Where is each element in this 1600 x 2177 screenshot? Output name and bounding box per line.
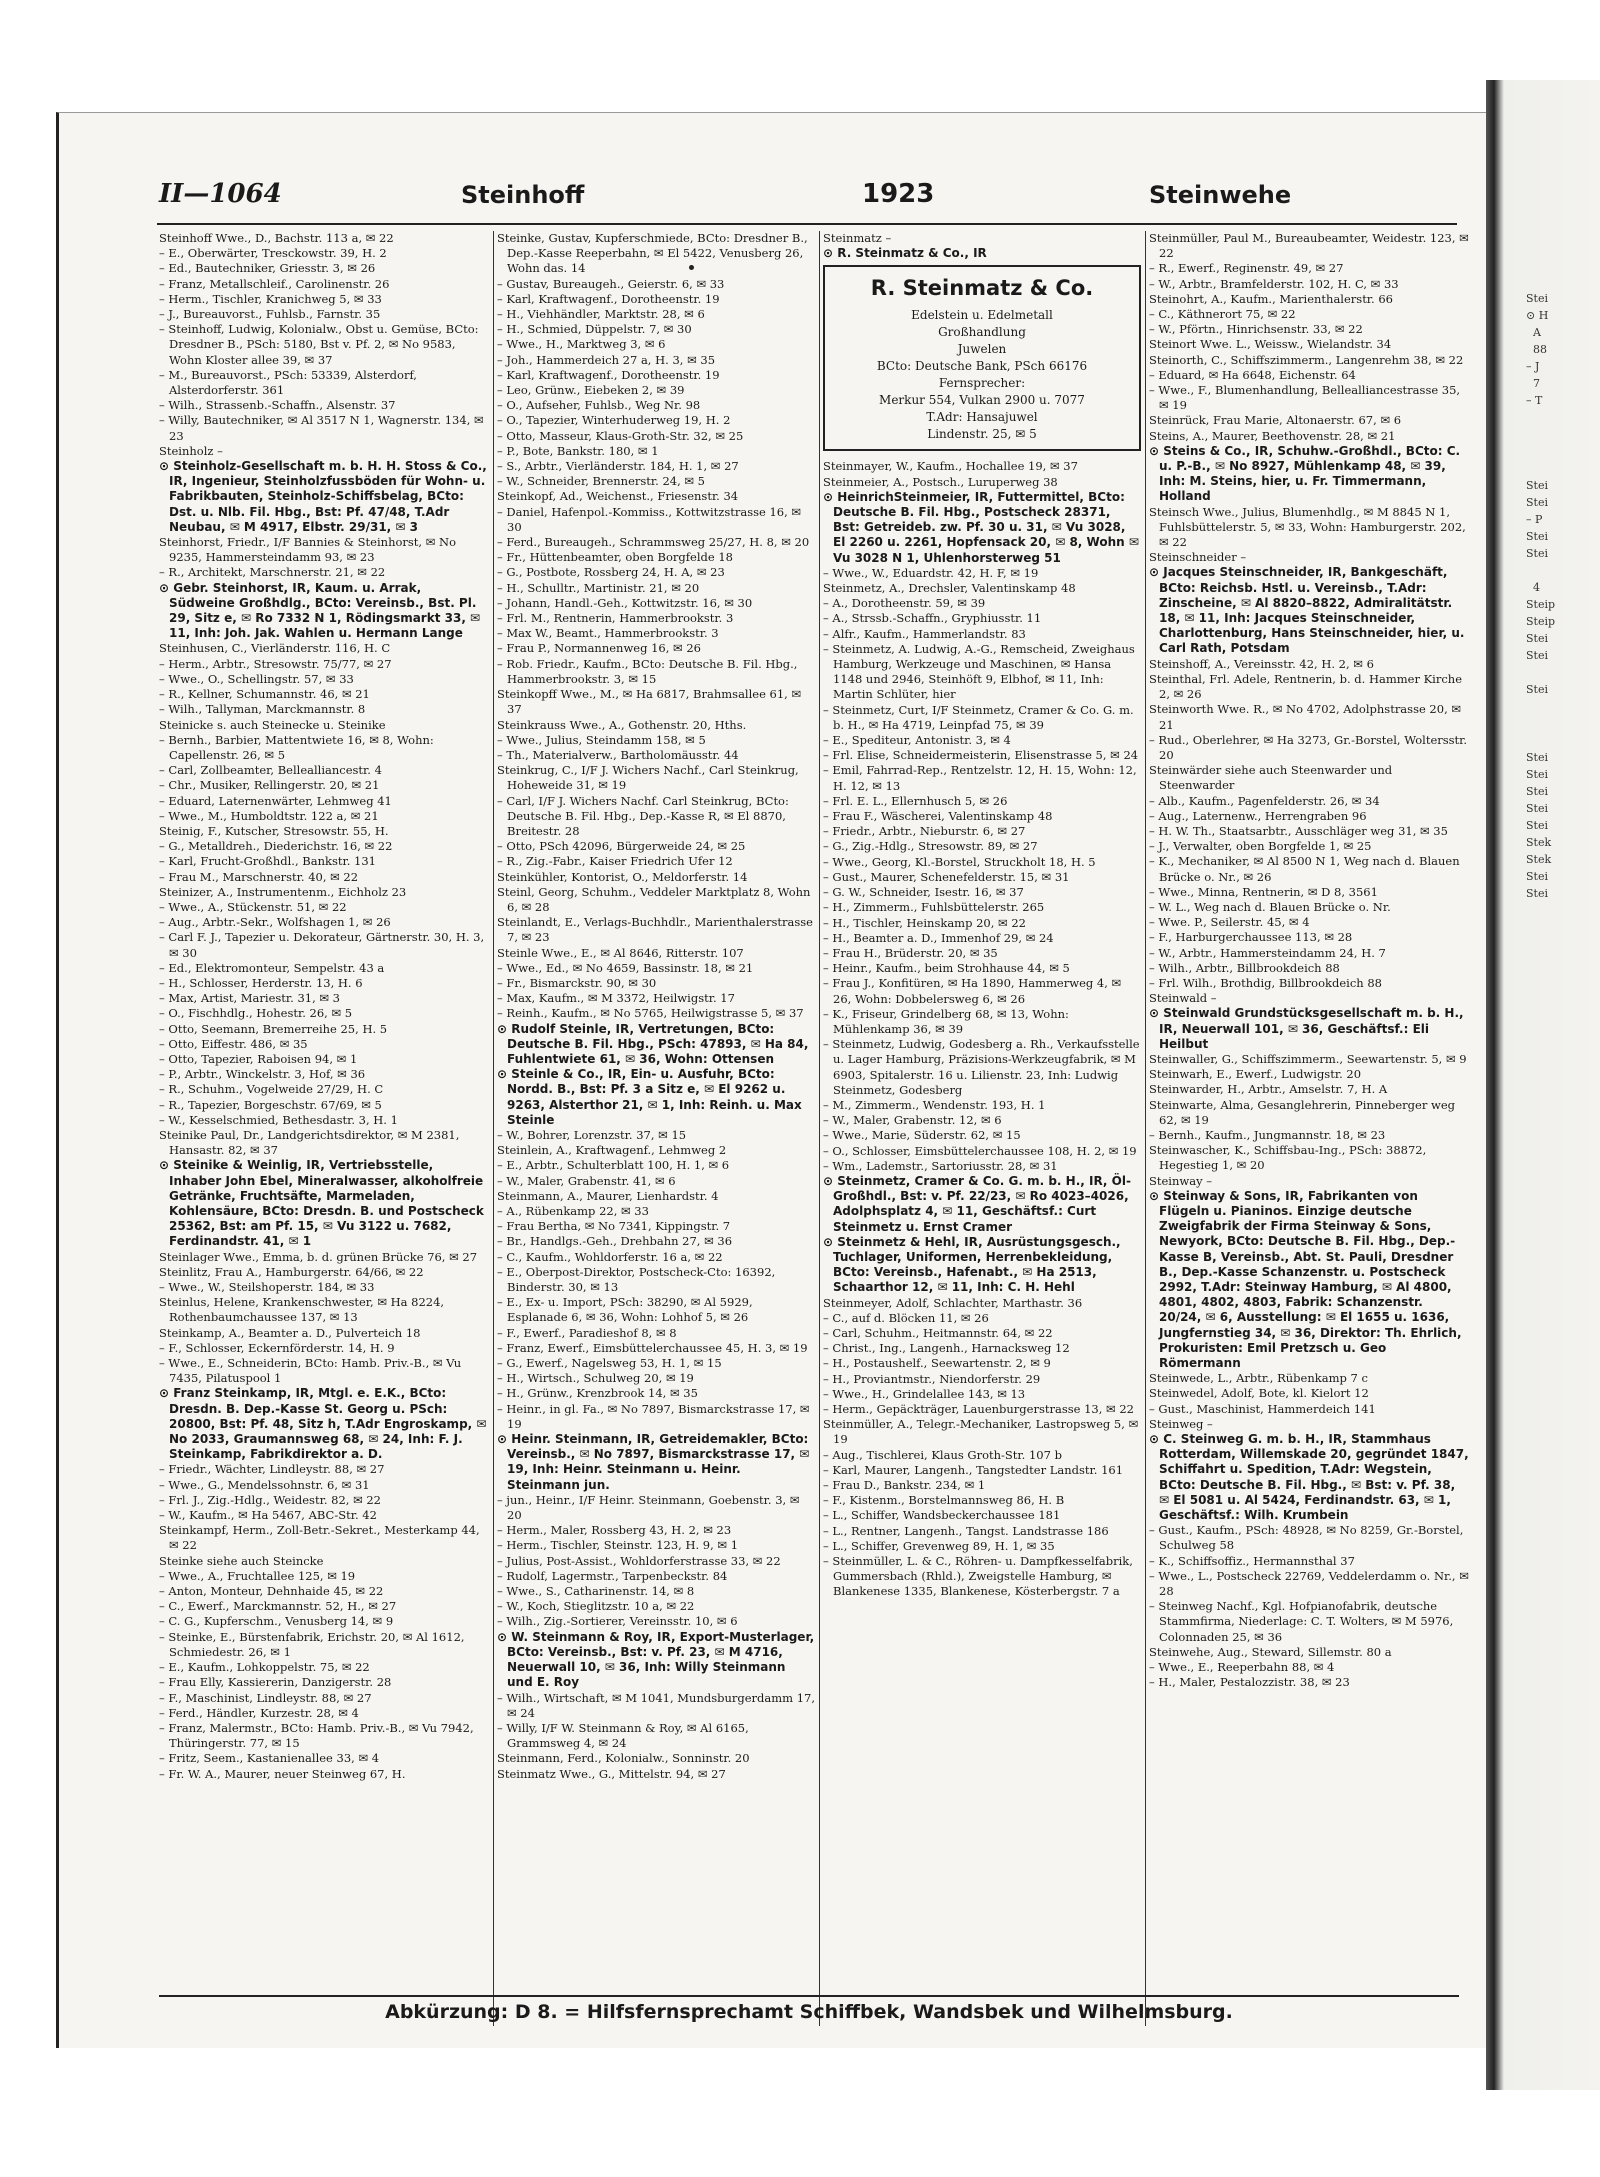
directory-entry: Steinholz – [159, 443, 223, 458]
directory-entry: – H., Postaushelf., Seewartenstr. 2, ✉ 9 [823, 1356, 1051, 1371]
ad-line: T.Adr: Hansajuwel [926, 410, 1038, 425]
directory-entry: – O., Schlosser, Eimsbüttelerchaussee 108, H. 2, ✉ 19 [823, 1143, 1137, 1158]
directory-entry: – Frau P., Normannenweg 16, ✉ 26 [497, 641, 701, 656]
directory-entry: ⊙ Steinway & Sons, IR, Fabrikanten von Flügeln u. Pianinos. Einzige deutsche Zweigfabrik der Firma Steinway & Sons, Newyork, BCto: Deutsche B. Fil. Hbg., Dep.-Kasse B, Vereinsb., Abt. St. Pauli, Dresdner B., Dep.-Kasse Schanzenstr. u. Postscheck 2992, T.Adr: Steinway Hamburg, ✉ Al 4800, 4801, 4802, 4803, Fabrik: Schanzenstr. 20/24, ✉ 6, Ausstellung: ✉ El 1655 u. 1636, Jungfernstieg 34, ✉ 36, Direktor: Th. Ehrlich, Prokuristen: Emil Pretzsch u. Geo Römermann [1149, 1188, 1462, 1371]
directory-entry: – K., Friseur, Grindelberg 68, ✉ 13, Wohn: Mühlenkamp 36, ✉ 39 [823, 1006, 1069, 1036]
range-start-name: Steinhoff [461, 181, 585, 209]
directory-entry: – R., Architekt, Marschnerstr. 21, ✉ 22 [159, 565, 386, 580]
directory-entry: – Max, Artist, Mariestr. 31, ✉ 3 [159, 991, 341, 1006]
directory-entry: ⊙ Rudolf Steinle, IR, Vertretungen, BCto: Deutsche B. Fil. Hbg., PSch: 47893, ✉ Ha 84, Fuhlentwiete 61, ✉ 36, Wohn: Ottensen [497, 1021, 809, 1066]
directory-entry: – Wilh., Arbtr., Billbrookdeich 88 [1149, 960, 1340, 975]
facing-page-edge [1486, 80, 1600, 2090]
directory-entry: Steinmatz Wwe., G., Mittelstr. 94, ✉ 27 [497, 1766, 726, 1781]
directory-entry: – Frau Elly, Kassiererin, Danzigerstr. 28 [159, 1675, 392, 1690]
directory-entry: – Otto, Eiffestr. 486, ✉ 35 [159, 1036, 308, 1051]
directory-entry: Steinmatz – [823, 231, 892, 245]
directory-entry: – Carl, Zollbeamter, Bellealliancestr. 4 [159, 763, 382, 778]
ad-line: Großhandlung [938, 325, 1026, 340]
directory-entry: ⊙ R. Steinmatz & Co., IR [823, 246, 987, 261]
ad-line: Fernsprecher: [938, 376, 1026, 391]
abbreviation-footer: Abkürzung: D 8. = Hilfsfernsprechamt Schiffbek, Wandsbek und Wilhelmsburg. [159, 1995, 1459, 2027]
directory-entry: ⊙ Steinmetz, Cramer & Co. G. m. b. H., IR, Öl-Großhdl., Bst: v. Pf. 22/23, ✉ Ro 4023–4026, Adolphsplatz 4, ✉ 11, Geschäftsf.: Curt Steinmetz u. Ernst Cramer [823, 1173, 1131, 1234]
directory-entry: Steinwehe, Aug., Steward, Sillemstr. 80 a [1149, 1644, 1392, 1659]
directory-entry: – W. L., Weg nach d. Blauen Brücke o. Nr. [1149, 899, 1391, 914]
directory-entry: – Reinh., Kaufm., ✉ No 5765, Heilwigstrasse 5, ✉ 37 [497, 1006, 804, 1021]
directory-entry: – Wwe., O., Schellingstr. 57, ✉ 33 [159, 671, 354, 686]
directory-entry: – Wwe., Marie, Süderstr. 62, ✉ 15 [823, 1128, 1021, 1143]
directory-entry: – Anton, Monteur, Dehnhaide 45, ✉ 22 [159, 1584, 384, 1599]
directory-entry: – Steinweg Nachf., Kgl. Hofpianofabrik, deutsche Stammfirma, Niederlage: C. T. Wolters, ✉ M 5976, Colonnaden 25, ✉ 36 [1149, 1599, 1454, 1644]
directory-entry: – Frl. J., Zig.-Hdlg., Weidestr. 82, ✉ 22 [159, 1492, 381, 1507]
directory-entry: ⊙ Steinle & Co., IR, Ein- u. Ausfuhr, BCto: Nordd. B., Bst: Pf. 3 a Sitz e, ✉ El 9262 u. 9263, Alsterthor 21, ✉ 1, Inh: Reinh. u. Max Steinle [497, 1067, 802, 1127]
directory-entry: – Steinhoff, Ludwig, Kolonialw., Obst u. Gemüse, BCto: Dresdner B., PSch: 5180, Bst v. Pf. 2, ✉ No 9583, Wohn Kloster allee 39, ✉ 37 [159, 322, 479, 367]
directory-entry: – Bernh., Barbier, Mattentwiete 16, ✉ 8, Wohn: Capellenstr. 26, ✉ 5 [159, 732, 434, 762]
directory-entry: ⊙ C. Steinweg G. m. b. H., IR, Stammhaus Rotterdam, Willemskade 20, gegründet 1847, Schiffahrt u. Spedition, T.Adr: Wegstein, BCto: Deutsche B. Fil. Hbg., ✉ Bst: v. Pf. 38, ✉ El 5081 u. Al 5424, Ferdinandstr. 63, ✉ 1, Geschäftsf.: Wilh. Krumbein [1149, 1432, 1469, 1523]
directory-entry: Steinwarte, Alma, Gesanglehrerin, Pinneberger weg 62, ✉ 19 [1149, 1097, 1456, 1127]
directory-entry: – Franz, Malermstr., BCto: Hamb. Priv.-B., ✉ Vu 7942, Thüringerstr. 77, ✉ 15 [159, 1720, 474, 1751]
directory-entry: – S., Arbtr., Vierländerstr. 184, H. 1, ✉ 27 [497, 459, 739, 474]
directory-entry: – Herm., Maler, Rossberg 43, H. 2, ✉ 23 [497, 1523, 732, 1538]
directory-entry: – Fr., Hüttenbeamter, oben Borgfelde 18 [497, 550, 733, 565]
directory-entry: – J., Verwalter, oben Borgfelde 1, ✉ 25 [1149, 839, 1372, 854]
directory-entry: – R., Ewerf., Reginenstr. 49, ✉ 27 [1149, 261, 1344, 276]
directory-entry: – Otto, PSch 42096, Bürgerweide 24, ✉ 25 [497, 839, 746, 854]
directory-entry: – Wwe., A., Stückenstr. 51, ✉ 22 [159, 899, 347, 914]
directory-entry: – Br., Handlgs.-Geh., Drehbahn 27, ✉ 36 [497, 1234, 733, 1249]
directory-entry: – Wwe., F., Blumenhandlung, Bellealliancestrasse 35, ✉ 19 [1149, 383, 1461, 413]
directory-entry: – H., Grünw., Krenzbrook 14, ✉ 35 [497, 1386, 698, 1401]
directory-entry: – Alb., Kaufm., Pagenfelderstr. 26, ✉ 34 [1149, 793, 1380, 808]
ad-line: BCto: Deutsche Bank, PSch 66176 [876, 359, 1088, 374]
directory-entry: – H., Tischler, Heinskamp 20, ✉ 22 [823, 915, 1026, 930]
directory-entry: Steinkopf, Ad., Weichenst., Friesenstr. 34 [497, 489, 739, 504]
directory-entry: Steinicke s. auch Steinecke u. Steinike [159, 717, 386, 732]
directory-entry: – Herm., Tischler, Steinstr. 123, H. 9, ✉ 1 [497, 1538, 739, 1553]
directory-entry: – Willy, I/F W. Steinmann & Roy, ✉ Al 6165, Grammsweg 4, ✉ 24 [497, 1720, 749, 1751]
directory-entry: – Chr., Musiker, Rellingerstr. 20, ✉ 21 [159, 778, 380, 793]
column-divider [819, 231, 820, 2026]
ad-line: Merkur 554, Vulkan 2900 u. 7077 [879, 393, 1085, 408]
directory-entry: Steinshoff, A., Vereinsstr. 42, H. 2, ✉ 6 [1149, 656, 1374, 671]
directory-entry: Steinwald – [1149, 991, 1217, 1006]
directory-entry: Steinwede, L., Arbtr., Rübenkamp 7 c [1149, 1371, 1368, 1386]
directory-entry: – Wwe., E., Reeperbahn 88, ✉ 4 [1149, 1660, 1335, 1675]
directory-entry: ⊙ Heinr. Steinmann, IR, Getreidemakler, BCto: Vereinsb., ✉ No 7897, Bismarckstrasse 17, ✉ 19, Inh: Heinr. Steinmann u. Heinr. Steinmann jun. [497, 1432, 810, 1492]
directory-entry: – Frl. M., Rentnerin, Hammerbrookstr. 3 [497, 611, 734, 626]
directory-entry: Steinwedel, Adolf, Bote, kl. Kielort 12 [1149, 1386, 1369, 1401]
directory-entry: – Gust., Maurer, Schenefelderstr. 15, ✉ 31 [823, 869, 1070, 884]
directory-entry: – Steinmetz, A. Ludwig, A.-G., Remscheid, Zweighaus Hamburg, Werkzeuge und Maschinen, ✉ Hansa 1148 und 2946, Steinhöft 9, Elbhof, ✉ 11, Inh: Martin Schlüter, hier [823, 641, 1135, 702]
directory-entry: – Bernh., Kaufm., Jungmannstr. 18, ✉ 23 [1149, 1127, 1386, 1142]
column-3-head [823, 231, 1141, 261]
directory-entry: – Carl, Schuhm., Heitmannstr. 64, ✉ 22 [823, 1325, 1053, 1340]
directory-entry: – A., Strssb.-Schaffn., Gryphiusstr. 11 [823, 611, 1042, 626]
directory-entry: Steinwaller, G., Schiffszimmerm., Seewartenstr. 5, ✉ 9 [1149, 1051, 1467, 1066]
directory-entry: – Otto, Masseur, Klaus-Groth-Str. 32, ✉ 25 [497, 428, 744, 443]
ad-line: Lindenstr. 25, ✉ 5 [927, 427, 1037, 442]
directory-entry: ⊙ Franz Steinkamp, IR, Mtgl. e. E.K., BCto: Dresdn. B. Dep.-Kasse St. Georg u. PSch: 20800, Bst: Pf. 48, Sitz h, T.Adr Engroskamp, ✉ No 2033, Graumannsweg 68, ✉ 24, Inh: F. J. Steinkamp, Fabrikdirektor a. D. [159, 1386, 487, 1462]
directory-entry: – Emil, Fahrrad-Rep., Rentzelstr. 12, H. 15, Wohn: 12, H. 12, ✉ 13 [823, 763, 1137, 793]
directory-entry: – Wwe., Georg, Kl.-Borstel, Struckholt 18, H. 5 [823, 854, 1096, 869]
directory-entry: – Wilh., Wirtschaft, ✉ M 1041, Mundsburgerdamm 17, ✉ 24 [497, 1690, 815, 1720]
directory-entry: Steinkopff Wwe., M., ✉ Ha 6817, Brahmsallee 61, ✉ 37 [497, 687, 802, 717]
directory-entry: – J., Bureauvorst., Fuhlsb., Farnstr. 35 [159, 307, 381, 322]
directory-entry: Steinle Wwe., E., ✉ Al 8646, Ritterstr. 107 [497, 945, 744, 960]
directory-entry: Steinke, Gustav, Kupferschmiede, BCto: Dresdner B., Dep.-Kasse Reeperbahn, ✉ El 5422, Venusberg 26, Wohn das. 14 [497, 231, 808, 276]
directory-entry: – Ferd., Bureaugeh., Schrammsweg 25/27, H. 8, ✉ 20 [497, 535, 810, 550]
directory-entry: Steinhoff Wwe., D., Bachstr. 113 a, ✉ 22 [159, 231, 394, 245]
directory-entry: – Max W., Beamt., Hammerbrookstr. 3 [497, 626, 719, 641]
column-4 [1149, 231, 1469, 2031]
directory-entry: Steinwascher, K., Schiffsbau-Ing., PSch: 38872, Hegestieg 1, ✉ 20 [1149, 1143, 1427, 1173]
directory-entry: – H., Proviantmstr., Niendorferstr. 29 [823, 1371, 1041, 1386]
ad-lines [833, 307, 1131, 443]
directory-entry: – E., Ex- u. Import, PSch: 38290, ✉ Al 5929, Esplanade 6, ✉ 36, Wohn: Lohhof 5, ✉ 26 [497, 1295, 753, 1325]
directory-entry: – Eduard, Laternenwärter, Lehmweg 41 [159, 793, 392, 808]
directory-entry: – Frau F., Wäscherei, Valentinskamp 48 [823, 809, 1053, 824]
directory-entry: – Steinmüller, L. & C., Röhren- u. Dampfkesselfabrik, Gummersbach (Rhld.), Zweigstelle Hamburg, ✉ Blankenese 1335, Blankenese, Kösterbergstr. 7 a [823, 1554, 1133, 1599]
directory-entry: – R., Zig.-Fabr., Kaiser Friedrich Ufer 12 [497, 854, 733, 869]
directory-entry: – Frau M., Marschnerstr. 40, ✉ 22 [159, 869, 359, 884]
directory-entry: – O., Aufseher, Fuhlsb., Weg Nr. 98 [497, 398, 701, 413]
directory-entry: – H., Wirtsch., Schulweg 20, ✉ 19 [497, 1371, 694, 1386]
directory-entry: – Steinmetz, Ludwig, Godesberg a. Rh., Verkaufsstelle u. Lager Hamburg, Präzisions-Werkzeugfabrik, ✉ M 6903, Spitalerstr. 16 u. Lilienstr. 23, Inh: Ludwig Steinmetz, Godesberg [823, 1037, 1140, 1097]
directory-entry: – Max, Kaufm., ✉ M 3372, Heilwigstr. 17 [497, 991, 735, 1006]
directory-entry: – H., Schulltr., Martinistr. 21, ✉ 20 [497, 580, 700, 595]
directory-entry: – E., Kaufm., Lohkoppelstr. 75, ✉ 22 [159, 1660, 370, 1675]
directory-entry: Steinwärder siehe auch Steenwarder und Steenwarder [1149, 763, 1393, 793]
directory-entry: – Wwe., Minna, Rentnerin, ✉ D 8, 3561 [1149, 884, 1378, 899]
directory-entry: – G., Postbote, Rossberg 24, H. A, ✉ 23 [497, 565, 725, 580]
directory-entry: – Wwe., M., Humboldtstr. 122 a, ✉ 21 [159, 808, 379, 823]
directory-entry: – C. G., Kupferschm., Venusberg 14, ✉ 9 [159, 1614, 394, 1629]
directory-entry: – Wwe., H., Grindelallee 143, ✉ 13 [823, 1386, 1026, 1401]
directory-entry: – W., Schneider, Brennerstr. 24, ✉ 5 [497, 474, 705, 489]
directory-entry: ⊙ W. Steinmann & Roy, IR, Export-Musterlager, BCto: Vereinsb., Bst: v. Pf. 23, ✉ M 4716, Neuerwall 10, ✉ 36, Inh: Willy Steinmann und E. Roy [497, 1629, 815, 1690]
directory-entry: – Eduard, ✉ Ha 6648, Eichenstr. 64 [1149, 367, 1356, 382]
directory-entry: – Karl, Kraftwagenf., Dorotheenstr. 19 [497, 291, 720, 306]
directory-entry: ⊙ Jacques Steinschneider, IR, Bankgeschäft, BCto: Reichsb. Hstl. u. Vereinsb., T.Adr: Zinscheine, ✉ Al 8820–8822, Admiralitätstr. 18, ✉ 11, Inh: Jacques Steinschneider, Charlottenburg, Hans Steinschneider, hier, u. Carl Rath, Potsdam [1149, 565, 1465, 656]
directory-entry: – Wwe. P., Seilerstr. 45, ✉ 4 [1149, 915, 1310, 930]
directory-entry: – Daniel, Hafenpol.-Kommiss., Kottwitzstrasse 16, ✉ 30 [497, 504, 802, 534]
range-end-name: Steinwehe [1149, 181, 1292, 209]
directory-entry: – Aug., Tischlerei, Klaus Groth-Str. 107 b [823, 1447, 1062, 1462]
directory-entry: – Wwe., W., Eduardstr. 42, H. F, ✉ 19 [823, 565, 1039, 580]
directory-entry: – Frl. Elise, Schneidermeisterin, Elisenstrasse 5, ✉ 24 [823, 748, 1139, 763]
ad-title: R. Steinmatz & Co. [870, 276, 1094, 301]
directory-entry: Steinlein, A., Kraftwagenf., Lehmweg 2 [497, 1143, 727, 1158]
directory-entry: – Franz, Ewerf., Eimsbüttelerchaussee 45, H. 3, ✉ 19 [497, 1340, 808, 1355]
page-header [159, 179, 1449, 219]
directory-entry: – Wwe., A., Fruchtallee 125, ✉ 19 [159, 1568, 356, 1583]
directory-entry: – Carl, I/F J. Wichers Nachf. Carl Steinkrug, BCto: Deutsche B. Fil. Hbg., Dep.-Kasse R, ✉ El 8870, Breitestr. 28 [497, 793, 789, 838]
directory-entry: Steinthal, Frl. Adele, Rentnerin, b. d. Hammer Kirche 2, ✉ 26 [1149, 671, 1463, 702]
directory-entry: – Johann, Handl.-Geh., Kottwitzstr. 16, ✉ 30 [497, 595, 753, 610]
directory-entry: – Karl, Kraftwagenf., Dorotheenstr. 19 [497, 367, 720, 382]
directory-entry: – H., Beamter a. D., Immenhof 29, ✉ 24 [823, 930, 1054, 945]
directory-entry: – Wwe., H., Marktweg 3, ✉ 6 [497, 337, 666, 352]
ad-line: Juwelen [957, 342, 1007, 357]
directory-entry: – Herm., Tischler, Kranichweg 5, ✉ 33 [159, 291, 382, 306]
directory-entry: – Friedr., Arbtr., Nieburstr. 6, ✉ 27 [823, 824, 1026, 839]
directory-entry: – Karl, Maurer, Langenh., Tangstedter Landstr. 161 [823, 1462, 1124, 1477]
directory-entry: ⊙ Steinholz-Gesellschaft m. b. H. H. Stoss & Co., IR, Ingenieur, Steinholzfussböden für Wohn- u. Fabrikbauten, Steinholz-Schiffsbelag, BCto: Dst. u. Nlb. Fil. Hbg., Bst: Pf. 47/48, T.Adr Neubau, ✉ M 4917, Elbstr. 29/31, ✉ 3 [159, 459, 487, 534]
directory-entry: – K., Mechaniker, ✉ Al 8500 N 1, Weg nach d. Blauen Brücke o. Nr., ✉ 26 [1149, 854, 1460, 884]
directory-entry: – Gust., Kaufm., PSch: 48928, ✉ No 8259, Gr.-Borstel, Schulweg 58 [1149, 1523, 1464, 1553]
directory-entry: Steinmayer, W., Kaufm., Hochallee 19, ✉ 37 [823, 459, 1078, 474]
directory-entry: – Herm., Gepäckträger, Lauenburgerstrasse 13, ✉ 22 [823, 1402, 1134, 1416]
directory-entry: – Wm., Lademstr., Sartoriusstr. 28, ✉ 31 [823, 1158, 1058, 1173]
directory-entry: Steinmeyer, Adolf, Schlachter, Marthastr. 36 [823, 1295, 1083, 1310]
directory-entry: – W., Pförtn., Hinrichsenstr. 33, ✉ 22 [1149, 322, 1363, 337]
directory-entry: Steinhusen, C., Vierländerstr. 116, H. C [159, 641, 391, 656]
directory-entry: – C., Kaufm., Wohldorferstr. 16 a, ✉ 22 [497, 1249, 723, 1264]
directory-entry: Steins, A., Maurer, Beethovenstr. 28, ✉ 21 [1149, 428, 1396, 443]
directory-entry: – F., Maschinist, Lindleystr. 88, ✉ 27 [159, 1690, 372, 1705]
directory-entry: – Alfr., Kaufm., Hammerlandstr. 83 [823, 626, 1026, 641]
directory-entry: – O., Tapezier, Winterhuderweg 19, H. 2 [497, 413, 731, 428]
directory-entry: Steinmann, Ferd., Kolonialw., Sonninstr. 20 [497, 1751, 750, 1766]
directory-entry: Steinkampf, Herm., Zoll-Betr.-Sekret., Mesterkamp 44, ✉ 22 [159, 1523, 480, 1553]
directory-entry: Steinway – [1149, 1173, 1212, 1188]
directory-entry: – Gust., Maschinist, Hammerdeich 141 [1149, 1401, 1376, 1416]
directory-entry: – F., Kistenm., Borstelmannsweg 86, H. B [823, 1493, 1065, 1508]
directory-entry: Steinort Wwe. L., Weissw., Wielandstr. 34 [1149, 337, 1392, 352]
directory-entry: Steinweg – [1149, 1416, 1213, 1431]
directory-entry: – P., Arbtr., Winckelstr. 3, Hof, ✉ 36 [159, 1067, 366, 1082]
directory-entry: – Willy, Bautechniker, ✉ Al 3517 N 1, Wagnerstr. 134, ✉ 23 [159, 413, 484, 443]
directory-entry: Steinkrug, C., I/F J. Wichers Nachf., Carl Steinkrug, Hoheweide 31, ✉ 19 [497, 763, 799, 793]
directory-entry: ⊙ HeinrichSteinmeier, IR, Futtermittel, BCto: Deutsche B. Fil. Hbg., Postscheck 28371, Bst: Getreideb. zw. Pf. 30 u. 31, ✉ Vu 3028, El 2260 u. 2261, Hopfensack 20, ✉ 8, Wohn ✉ Vu 3028 N 1, Uhlenhorsterweg 51 [823, 489, 1139, 565]
directory-entry: – W., Kaufm., ✉ Ha 5467, ABC-Str. 42 [159, 1508, 377, 1523]
ad-line: Edelstein u. Edelmetall [911, 308, 1053, 323]
directory-entry: – R., Tapezier, Borgeschstr. 67/69, ✉ 5 [159, 1097, 382, 1112]
directory-entry: – E., Oberpost-Direktor, Postscheck-Cto: 16392, Binderstr. 30, ✉ 13 [497, 1264, 776, 1295]
directory-entry: Steinrück, Frau Marie, Altonaerstr. 67, ✉ 6 [1149, 413, 1402, 428]
directory-entry: – Fr. W. A., Maurer, neuer Steinweg 67, H. [159, 1766, 406, 1781]
directory-entry: Steinke siehe auch Steincke [159, 1553, 324, 1568]
directory-entry: Steinike Paul, Dr., Landgerichtsdirektor, ✉ M 2381, Hansastr. 82, ✉ 37 [159, 1127, 460, 1158]
directory-entry: – Frau H., Brüderstr. 20, ✉ 35 [823, 945, 998, 960]
directory-entry: – Frau J., Konfitüren, ✉ Ha 1890, Hammerweg 4, ✉ 26, Wohn: Dobbelersweg 6, ✉ 26 [823, 976, 1122, 1006]
directory-entry: – E., Arbtr., Schulterblatt 100, H. 1, ✉ 6 [497, 1158, 730, 1173]
directory-entry: – F., Schlosser, Eckernförderstr. 14, H. 9 [159, 1340, 395, 1355]
advertisement-box [823, 265, 1141, 451]
directory-entry: – Otto, Tapezier, Raboisen 94, ✉ 1 [159, 1051, 358, 1066]
directory-entry: – W., Arbtr., Bramfelderstr. 102, H. C, ✉ 33 [1149, 276, 1399, 291]
directory-entry: – G., Metalldreh., Diederichstr. 16, ✉ 22 [159, 839, 393, 854]
directory-entry: – C., Käthnerort 75, ✉ 22 [1149, 307, 1296, 322]
directory-entry: – Franz, Metallschleif., Carolinenstr. 26 [159, 276, 390, 291]
directory-entry: – Wilh., Strassenb.-Schaffn., Alsenstr. 37 [159, 398, 396, 413]
directory-entry: – Joh., Hammerdeich 27 a, H. 3, ✉ 35 [497, 352, 716, 367]
directory-entry: – H. W. Th., Staatsarbtr., Ausschläger weg 31, ✉ 35 [1149, 823, 1448, 838]
directory-entry: Steinmüller, A., Telegr.-Mechaniker, Lastropsweg 5, ✉ 19 [823, 1417, 1139, 1447]
directory-entry: – H., Maler, Pestalozzistr. 38, ✉ 23 [1149, 1675, 1350, 1690]
directory-entry: Steinmüller, Paul M., Bureaubeamter, Weidestr. 123, ✉ 22 [1149, 231, 1469, 261]
directory-entry: – Th., Materialverw., Bartholomäusstr. 44 [497, 747, 739, 762]
directory-entry: – G. W., Schneider, Isestr. 16, ✉ 37 [823, 885, 1024, 900]
directory-entry: – Wilh., Zig.-Sortierer, Vereinsstr. 10, ✉ 6 [497, 1614, 738, 1629]
directory-entry: – Heinr., in gl. Fa., ✉ No 7897, Bismarckstrasse 17, ✉ 19 [497, 1401, 810, 1431]
directory-entry: – Ed., Elektromonteur, Sempelstr. 43 a [159, 960, 385, 975]
directory-entry: Steinlus, Helene, Krankenschwester, ✉ Ha 8224, Rothenbaumchaussee 137, ✉ 13 [159, 1295, 445, 1325]
directory-entry: – Karl, Frucht-Großhdl., Bankstr. 131 [159, 854, 376, 869]
directory-entry: – W., Koch, Stieglitzstr. 10 a, ✉ 22 [497, 1599, 695, 1614]
directory-entry: – Friedr., Wächter, Lindleystr. 88, ✉ 27 [159, 1462, 385, 1477]
directory-entry: Steinwarder, H., Arbtr., Amselstr. 7, H. A [1149, 1082, 1388, 1097]
directory-entry: Steinlitz, Frau A., Hamburgerstr. 64/66, ✉ 22 [159, 1264, 424, 1279]
directory-entry: – Wwe., W., Steilshoperstr. 184, ✉ 33 [159, 1280, 375, 1295]
directory-entry: – G., Ewerf., Nagelsweg 53, H. 1, ✉ 15 [497, 1356, 722, 1371]
directory-entry: – Wwe., G., Mendelssohnstr. 6, ✉ 31 [159, 1477, 370, 1492]
directory-entry: – E., Spediteur, Antonistr. 3, ✉ 4 [823, 733, 1011, 748]
directory-entry: – Carl F. J., Tapezier u. Dekorateur, Gärtnerstr. 30, H. 3, ✉ 30 [159, 930, 485, 960]
directory-entry: Steinlandt, E., Verlags-Buchhdlr., Marienthalerstrasse 7, ✉ 23 [497, 915, 813, 945]
column-divider [1145, 231, 1146, 2026]
directory-entry: Steinmann, A., Maurer, Lienhardstr. 4 [497, 1188, 719, 1203]
directory-entry: – Wilh., Tallyman, Marckmannstr. 8 [159, 702, 366, 717]
directory-entry: – M., Zimmerm., Wendenstr. 193, H. 1 [823, 1097, 1046, 1112]
column-3 [823, 231, 1141, 2031]
directory-entry: ⊙ Steinike & Weinlig, IR, Vertriebsstelle, Inhaber John Ebel, Mineralwasser, alkoholfreie Getränke, Fruchtsäfte, Marmeladen, Kohlensäure, BCto: Dresdn. B. und Postscheck 25362, Bst: am Pf. 15, ✉ Vu 3122 u. 7682, Ferdinandstr. 41, ✉ 1 [159, 1158, 484, 1249]
directory-entry: Steinmetz, A., Drechsler, Valentinskamp 48 [823, 581, 1076, 596]
directory-entry: – C., auf d. Blöcken 11, ✉ 26 [823, 1310, 989, 1325]
directory-entry: – Frl. E. L., Ellernhusch 5, ✉ 26 [823, 793, 1008, 808]
directory-entry: – Aug., Arbtr.-Sekr., Wolfshagen 1, ✉ 26 [159, 915, 391, 930]
directory-entry: – H., Schmied, Düppelstr. 7, ✉ 30 [497, 322, 692, 337]
directory-page [56, 112, 1489, 2048]
directory-entry: Steinworth Wwe. R., ✉ No 4702, Adolphstrasse 20, ✉ 21 [1149, 702, 1462, 732]
directory-entry: Steinkühler, Kontorist, O., Meldorferstr. 14 [497, 869, 748, 884]
directory-entry: – Rob. Friedr., Kaufm., BCto: Deutsche B. Fil. Hbg., Hammerbrookstr. 3, ✉ 15 [497, 656, 798, 686]
directory-entry: Steinkrauss Wwe., A., Gothenstr. 20, Hths. [497, 717, 747, 732]
directory-entry: Steinmeier, A., Postsch., Luruperweg 38 [823, 474, 1058, 489]
directory-entry: Steinwarh, E., Ewerf., Ludwigstr. 20 [1149, 1067, 1362, 1082]
directory-entry: – Herm., Arbtr., Stresowstr. 75/77, ✉ 27 [159, 656, 392, 671]
directory-entry: – Heinr., Kaufm., beim Strohhause 44, ✉ 5 [823, 961, 1070, 976]
directory-entry: – Wwe., S., Catharinenstr. 14, ✉ 8 [497, 1584, 695, 1599]
directory-entry: – Aug., Laternenw., Herrengraben 96 [1149, 808, 1367, 823]
directory-entry: Steinschneider – [1149, 550, 1247, 565]
directory-entry: – Frau Bertha, ✉ No 7341, Kippingstr. 7 [497, 1219, 731, 1234]
directory-entry: – G., Zig.-Hdlg., Stresowstr. 89, ✉ 27 [823, 839, 1038, 854]
directory-entry: – jun., Heinr., I/F Heinr. Steinmann, Goebenstr. 3, ✉ 20 [497, 1492, 800, 1523]
directory-entry: – W., Bohrer, Lorenzstr. 37, ✉ 15 [497, 1127, 687, 1142]
directory-entry: – Steinke, E., Bürstenfabrik, Erichstr. 20, ✉ Al 1612, Schmiedestr. 26, ✉ 1 [159, 1629, 465, 1659]
column-divider [493, 231, 494, 2026]
directory-entry: – C., Ewerf., Marckmannstr. 52, H., ✉ 27 [159, 1599, 397, 1614]
directory-entry: Steinig, F., Kutscher, Stresowstr. 55, H. [159, 823, 389, 838]
directory-entry: – F., Harburgerchaussee 113, ✉ 28 [1149, 930, 1353, 945]
directory-entry: – Wwe., Julius, Steindamm 158, ✉ 5 [497, 732, 706, 747]
directory-entry: – Ferd., Händler, Kurzestr. 28, ✉ 4 [159, 1705, 359, 1720]
directory-entry: – Wwe., Ed., ✉ No 4659, Bassinstr. 18, ✉ 21 [497, 960, 754, 975]
directory-entry: – Fritz, Seem., Kastanienallee 33, ✉ 4 [159, 1751, 380, 1766]
directory-entry: – Leo, Grünw., Eiebeken 2, ✉ 39 [497, 383, 685, 398]
directory-entry: ⊙ Steinwald Grundstücksgesellschaft m. b. H., IR, Neuerwall 101, ✉ 36, Geschäftsf.: Eli Heilbut [1149, 1006, 1464, 1051]
directory-entry: Steinhorst, Friedr., I/F Bannies & Steinhorst, ✉ No 9235, Hammersteindamm 93, ✉ 23 [159, 535, 457, 565]
directory-entry: Steinizer, A., Instrumentenm., Eichholz 23 [159, 884, 407, 899]
directory-entry: – Wwe., E., Schneiderin, BCto: Hamb. Priv.-B., ✉ Vu 7435, Pilatuspool 1 [159, 1356, 462, 1386]
directory-entry: Steinohrt, A., Kaufm., Marienthalerstr. 66 [1149, 291, 1393, 306]
directory-entry: – Fr., Bismarckstr. 90, ✉ 30 [497, 975, 657, 990]
directory-entry: – Frau D., Bankstr. 234, ✉ 1 [823, 1478, 986, 1493]
page-number: II—1064 [159, 179, 282, 209]
directory-entry: – F., Ewerf., Paradieshof 8, ✉ 8 [497, 1325, 677, 1340]
directory-entry: – R., Kellner, Schumannstr. 46, ✉ 21 [159, 687, 370, 702]
directory-entry: ⊙ Steins & Co., IR, Schuhw.-Großhdl., BCto: C. u. P.-B., ✉ No 8927, Mühlenkamp 48, ✉ 39, Inh: M. Steins, hier, u. Fr. Timmermann, Holland [1149, 443, 1461, 504]
directory-entry: – O., Fischhdlg., Hohestr. 26, ✉ 5 [159, 1006, 353, 1021]
directory-entry: ⊙ Steinmetz & Hehl, IR, Ausrüstungsgesch., Tuchlager, Uniformen, Herrenbekleidung, BCto: Vereinsb., Hafenabt., ✉ Ha 2513, Schaarthor 12, ✉ 11, Inh: C. H. Hehl [823, 1234, 1121, 1295]
directory-entry: Steinlager Wwe., Emma, b. d. grünen Brücke 76, ✉ 27 [159, 1249, 478, 1264]
directory-entry: – W., Kesselschmied, Bethesdastr. 3, H. 1 [159, 1112, 398, 1127]
directory-entry: Steinkamp, A., Beamter a. D., Pulverteich 18 [159, 1325, 421, 1340]
directory-entry: – A., Dorotheenstr. 59, ✉ 39 [823, 596, 986, 611]
directory-entry: – H., Viehhändler, Marktstr. 28, ✉ 6 [497, 307, 705, 322]
directory-entry: – Rud., Oberlehrer, ✉ Ha 3273, Gr.-Borstel, Woltersstr. 20 [1149, 732, 1468, 762]
directory-entry: ⊙ Gebr. Steinhorst, IR, Kaum. u. Arrak, Südweine Großhdlg., BCto: Vereinsb., Bst. Pl. 29, Sitz e, ✉ Ro 7332 N 1, Rödingsmarkt 33, ✉ 11, Inh: Joh. Jak. Wahlen u. Hermann Lange [159, 580, 481, 641]
directory-entry: – K., Schiffsoffiz., Hermannsthal 37 [1149, 1553, 1355, 1568]
directory-entry: – W., Maler, Grabenstr. 41, ✉ 6 [497, 1173, 676, 1188]
directory-entry: – E., Oberwärter, Tresckowstr. 39, H. 2 [159, 246, 387, 261]
column-2 [497, 231, 815, 2031]
directory-entry: – Christ., Ing., Langenh., Harnacksweg 12 [823, 1341, 1070, 1356]
column-1 [159, 231, 489, 2031]
directory-entry: Steinorth, C., Schiffszimmerm., Langenrehm 38, ✉ 22 [1149, 352, 1464, 367]
facing-page-text: Stei ⊙ H A 88 – J 7 – T Stei Stei – P Stei Stei 4 Steip Steip Stei Stei Stei Stei Stei Stei Stei Stei Stek Stek Stei Stei [1526, 292, 1556, 900]
directory-entry: – Otto, Seemann, Bremerreihe 25, H. 5 [159, 1021, 388, 1036]
directory-entry: – H., Zimmerm., Fuhlsbüttelerstr. 265 [823, 900, 1045, 915]
directory-entry: – H., Schlosser, Herderstr. 13, H. 6 [159, 975, 363, 990]
directory-entry: – W., Maler, Grabenstr. 12, ✉ 6 [823, 1113, 1002, 1128]
directory-entry: – L., Schiffer, Wandsbeckerchaussee 181 [823, 1508, 1061, 1523]
header-rule [157, 223, 1457, 225]
directory-entry: – A., Rübenkamp 22, ✉ 33 [497, 1204, 649, 1218]
directory-entry: – Gustav, Bureaugeh., Geierstr. 6, ✉ 33 [497, 276, 725, 291]
directory-entry: – Rudolf, Lagermstr., Tarpenbeckstr. 84 [497, 1568, 728, 1583]
directory-entry: – Steinmetz, Curt, I/F Steinmetz, Cramer & Co. G. m. b. H., ✉ Ha 4719, Leinpfad 75, ✉ 39 [823, 702, 1134, 732]
directory-entry: – Julius, Post-Assist., Wohldorferstrasse 33, ✉ 22 [497, 1553, 781, 1568]
directory-entry: – Frl. Wilh., Brothdig, Billbrookdeich 88 [1149, 975, 1382, 990]
column-3-body [823, 459, 1141, 1599]
directory-entry: – R., Schuhm., Vogelweide 27/29, H. C [159, 1082, 384, 1097]
directory-entry: – W., Arbtr., Hammersteindamm 24, H. 7 [1149, 945, 1386, 960]
directory-entry: – P., Bote, Bankstr. 180, ✉ 1 [497, 443, 659, 458]
directory-entry: – Ed., Bautechniker, Griesstr. 3, ✉ 26 [159, 261, 376, 276]
directory-entry: – L., Schiffer, Grevenweg 89, H. 1, ✉ 35 [823, 1538, 1055, 1553]
directory-entry: – M., Bureauvorst., PSch: 53339, Alsterdorf, Alsterdorferstr. 361 [159, 367, 417, 398]
directory-entry: Steinsch Wwe., Julius, Blumenhdlg., ✉ M 8845 N 1, Fuhlsbüttelerstr. 5, ✉ 33, Wohn: Hamburgerstr. 202, ✉ 22 [1149, 504, 1466, 550]
directory-entry: Steinl, Georg, Schuhm., Veddeler Marktplatz 8, Wohn 6, ✉ 28 [497, 884, 811, 914]
directory-entry: – Wwe., L., Postscheck 22769, Veddelerdamm o. Nr., ✉ 28 [1149, 1568, 1469, 1599]
directory-year: 1923 [862, 179, 935, 209]
directory-entry: – L., Rentner, Langenh., Tangst. Landstrasse 186 [823, 1523, 1109, 1538]
